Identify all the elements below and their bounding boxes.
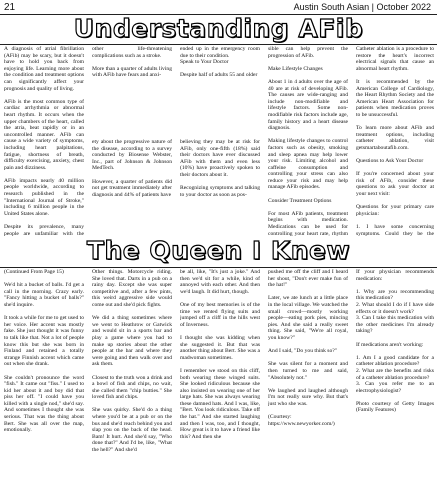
article-title-afib: Understanding AFib	[73, 14, 364, 43]
paragraph: About 1 in 4 adults over the age of 40 are at risk of developing AFib. The causes are wide-ranging and include non-modifiable and lifestyle factors. Some non-modifiable risk factors include age, family history and a heart disease diagnosis.	[268, 78, 348, 132]
article-title-queen: The Queen I Knew	[86, 236, 351, 265]
paragraph: Despite half of adults 55 and older	[180, 72, 258, 79]
paragraph: I thought she was kidding when she suggested it. But that was another thing about Bert. She was a madwoman sometimes.	[180, 334, 260, 361]
paragraph: be all, like, "It's just a joke." And then we'd sit for a while, kind of annoyed with each other. And then we'd laugh. It did hurt, though.	[180, 269, 260, 295]
paragraph: And I said, "Do you think so?"	[268, 348, 338, 355]
paragraph: other life-threatening complications such as a stroke.	[92, 46, 172, 59]
subheading-speak-to-doctor: Speak to Your Doctor	[180, 59, 229, 66]
paragraph: Later, we ate lunch at a little place in the local village. We watched the small crowd—mostly working people—eating pork pies, mincing pies. And she said a really sweet thing. She said, "We're all royal, you know?"	[268, 295, 348, 341]
paragraph: Closest to the truth won a drink and a bowl of fish and chips, no wait, she called them "chip butties." She loved fish and chips.	[92, 374, 172, 401]
paragraph: A diagnosis of atrial fibrillation (AFib) may be scary, but it doesn't have to hold you back from enjoying life. Learning more about the condition and treatment options can significantly affect your prognosis and quality of living.	[4, 46, 84, 92]
paragraph: She couldn't pronounce the word "fish." It came out "fiss." I used to kid her about it and boy did that piss her off. "I could have you killed with a single nod," she'd say. And sometimes I thought she was serious. That was the thing about Bert. She was all over the map, emotionally.	[4, 374, 84, 434]
paragraph: We did a thing sometimes where we went to Heathrow or Gatwick and would sit in a sports bar and play a game where you had to make up stories about the other people at the bar and where they were going and then walk over and ask them.	[92, 315, 172, 368]
paragraph: If your physician recommends medication:	[356, 269, 434, 282]
paragraph: believing they may be at risk for AFib, only one-fifth (18%) said their doctors have ever discussed AFib with them and even less (10%) have proactively spoken to their doctors about it.	[180, 138, 260, 178]
paragraph: She was silent for a moment and then turned to me and said, "Absolutely not."	[268, 361, 348, 381]
paragraph: For most AFib patients, treatment begins with medication. Medications can be used for controlling your heart rate, rhythm	[268, 210, 348, 236]
list-item: 3. Can you refer me to an electrophysiologist?	[356, 381, 434, 394]
paragraph: To learn more about AFib and treatment options, including catheter ablation, visit getsmartaboutafib.com.	[356, 125, 434, 151]
paragraph: We laughed and laughed although I'm not really sure why. But that's just who she was.	[268, 387, 348, 407]
paragraph: However, a quarter of patients did not get treatment immediately after diagnosis and 44% of patients have	[92, 178, 172, 198]
paragraph: More than a quarter of adults living with AFib have fears and anxi-	[92, 65, 172, 79]
paragraph: It took a while for me to get used to her voice. Her accent was mostly fake. She just thought it was funny to talk like that. Not a lot of people know this but she was born in Finland and retained a totally strange Finnish accent which came out when she drank.	[4, 315, 84, 368]
list-item: 2. What should I do if I have side effects or it doesn't work?	[356, 301, 434, 315]
photo-credit: Photo courtesy of Getty Images (Family Features)	[356, 400, 434, 414]
subheading-lifestyle-changes: Make Lifestyle Changes	[268, 65, 323, 72]
afib-column-1	[4, 46, 84, 236]
paragraph: I remember we stood on this cliff, both wearing these winged suits. She looked ridiculous because she also insisted on wearing one of her large hats. She was always wearing these damned hats. And I was, like, "Bert. You look ridiculous. Take off the hat." And she started laughing and then I was, too, and I thought, How great is it to have a friend like this? And then she	[180, 367, 260, 440]
continuation-note: (Continued From Page 15)	[4, 269, 64, 275]
page-header	[0, 0, 437, 15]
queen-column-1	[4, 269, 84, 479]
publication-info: Austin South Asian | October 2022	[293, 2, 431, 12]
paragraph: Other things. Motorcycle riding. She loved that. Darts in a pub on a rainy day. Except she was super competitive and, after a few pints, this weird aggressive side would come out and she'd pick fights.	[92, 269, 172, 308]
paragraph: If medications aren't working:	[356, 341, 424, 348]
afib-column-3	[180, 46, 260, 236]
queen-column-2	[92, 269, 172, 479]
list-item: 1. Am I a good candidate for a catheter ablation procedure?	[356, 354, 434, 368]
afib-column-4	[268, 46, 348, 236]
paragraph: Recognizing symptoms and talking to your doctor as soon as pos-	[180, 185, 260, 198]
paragraph: One of my best memories is of the time we rented flying suits and jumped off a cliff in the hills west of Inverness.	[180, 301, 260, 328]
title-rule	[0, 44, 437, 45]
paragraph: ety about the progressive nature of the disease, according to a survey conducted by Biosense Webster, Inc., part of Johnson & Johnson MedTech.	[92, 138, 172, 172]
section-rule	[0, 267, 437, 268]
paragraph: She was quirky. She'd do a thing where you'd be at a pub or on the bus and she'd reach behind you and slap you on the back of the head. Bam! It hurt. And she'd say, "Who done that?" And I'd be, like, "What the hell?" And she'd	[92, 407, 172, 454]
paragraph: Making lifestyle changes to control factors such as obesity, smoking and sleep apnea may help lower your risk. Limiting alcohol and caffeine consumption and controlling your stress can also reduce your risk and may help manage AFib episodes.	[268, 138, 348, 191]
paragraph: AFib impacts nearly 40 million people worldwide, according to research published in the "International Journal of Stroke," including 6 million people in the United States alone.	[4, 177, 84, 217]
list-item: 2. What are the benefits and risks of a catheter ablation procedure?	[356, 367, 434, 381]
paragraph: It is recommended by the American College of Cardiology, the Heart Rhythm Society and the American Heart Association for patients when medication proves to be unsuccessful.	[356, 78, 434, 118]
paragraph: If you're concerned about your risk of AFib, consider these questions to ask your doctor at your next visit:	[356, 171, 434, 198]
queen-column-4	[268, 269, 348, 479]
list-item: 1. I have some concerning symptoms. Could they be the	[356, 224, 434, 236]
paragraph: sible can help prevent the progression of AFib.	[268, 46, 348, 59]
subheading-questions: Questions to Ask Your Doctor	[356, 158, 424, 165]
source-credit: (Courtesy: https://www.newyorker.com/)	[268, 414, 335, 427]
afib-column-2	[92, 46, 172, 236]
list-item: 1. Why are you recommending this medication?	[356, 288, 434, 302]
paragraph: ended up in the emergency room due to their condition.	[180, 46, 260, 59]
afib-column-5-continued	[356, 269, 434, 479]
paragraph: Questions for your primary care physician:	[356, 204, 434, 217]
queen-column-3	[180, 269, 260, 479]
paragraph: Catheter ablation is a procedure to restore the heart's incorrect electrical signals that cause an abnormal heart rhythm.	[356, 46, 434, 72]
page-number: 21	[4, 2, 16, 13]
subheading-treatment-options: Consider Treatment Options	[268, 197, 332, 204]
paragraph: Despite its prevalence, many people are unfamiliar with the	[4, 224, 84, 236]
paragraph: AFib is the most common type of cardiac arrhythmia or abnormal heart rhythm. It occurs when the upper chambers of the heart, called the atria, beat rapidly or in an uncontrolled manner. AFib can cause a wide variety of symptoms, including heart palpitations, fatigue, shortness of breath, difficulty exercising, anxiety, chest pain and dizziness.	[4, 98, 84, 171]
paragraph: pushed me off the cliff and I heard her shout, "Don't ever make fun of the hat!"	[268, 269, 348, 289]
paragraph: We'd hit a bucket of balls. I'd get a call in the morning. Crazy early. "Fancy hitting a bucket of balls?" she'd inquire.	[4, 282, 84, 308]
list-item: 3. Can I take this medication with the other medicines I'm already taking?	[356, 315, 434, 335]
afib-column-5	[356, 46, 434, 236]
